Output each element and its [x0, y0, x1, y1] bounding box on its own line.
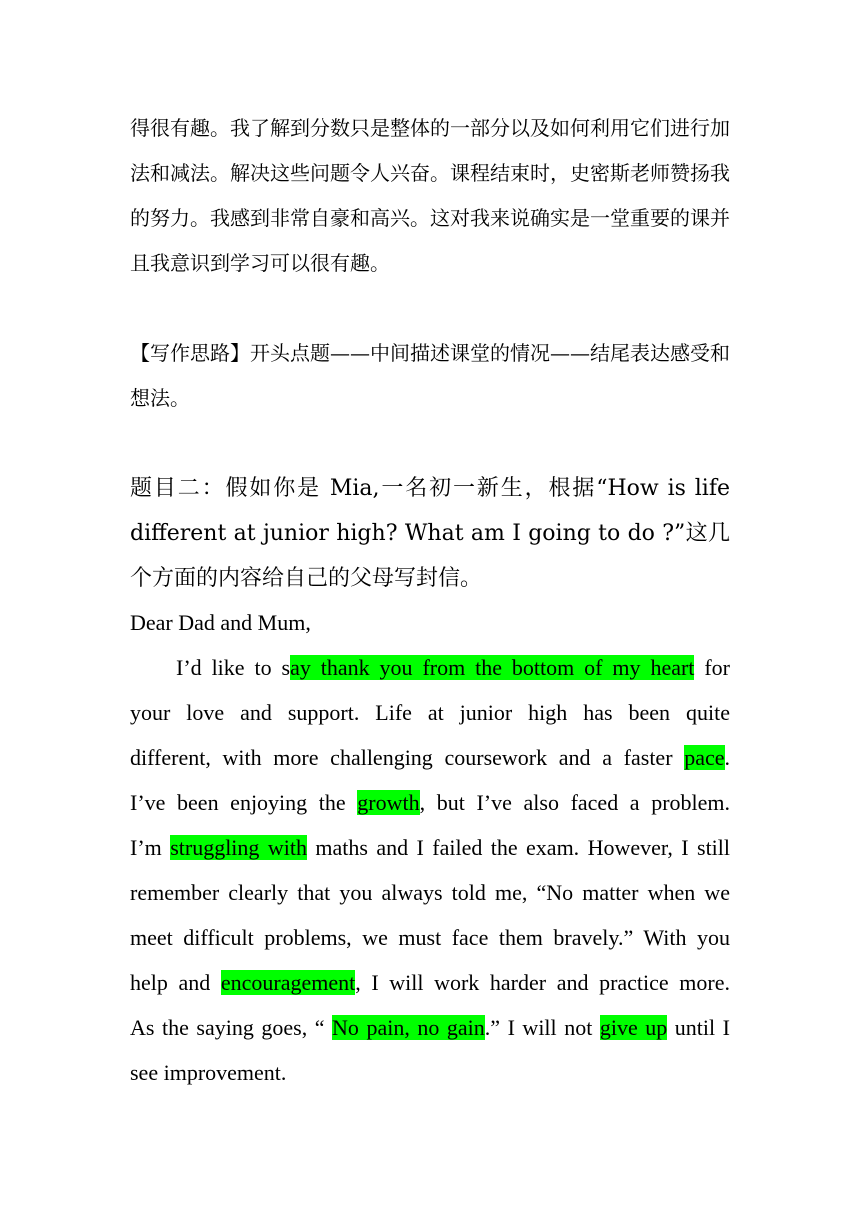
highlighted-phrase: growth	[357, 790, 420, 815]
text-run: .” I will not	[484, 1015, 600, 1040]
intro-paragraph: 得很有趣。我了解到分数只是整体的一部分以及如何利用它们进行加法和减法。解决这些问题令人兴奋。课程结束时，史密斯老师赞扬我的努力。我感到非常自豪和高兴。这对我来说确实是一堂重要的课并且我意识到学习可以很有趣。	[130, 116, 730, 275]
text-run: I’ve been enjoying the	[130, 790, 358, 815]
letter-line-9	[130, 1005, 730, 1050]
text-run: for	[694, 655, 730, 680]
letter-line-10: see improvement.	[130, 1060, 287, 1085]
highlighted-phrase: struggling with	[170, 835, 307, 860]
letter-line-8	[130, 960, 730, 1005]
text-run: until I	[667, 1015, 730, 1040]
text-run: help and	[130, 970, 221, 995]
highlighted-phrase: encouragement	[220, 970, 356, 995]
letter-line-3	[130, 735, 730, 780]
letter-line-6: remember clearly that you always told me, “No matter when we	[130, 880, 730, 905]
letter-line-2: your love and support. Life at junior high has been quite	[130, 700, 730, 725]
text-run: As the saying goes, “	[130, 1015, 333, 1040]
letter-line-5	[130, 825, 730, 870]
text-run: maths and I failed the exam. However, I still	[306, 835, 731, 860]
text-run: , I will work harder and practice more.	[355, 970, 730, 995]
letter-line-4	[130, 780, 730, 825]
letter-line-7: meet difficult problems, we must face them bravely.” With you	[130, 925, 730, 950]
highlighted-phrase: No pain, no gain	[332, 1015, 485, 1040]
text-run: I’m	[130, 835, 171, 860]
highlighted-phrase: give up	[599, 1015, 668, 1040]
writing-idea: 【写作思路】开头点题——中间描述课堂的情况——结尾表达感受和想法。	[130, 341, 730, 410]
text-run: different, with more challenging coursework and a faster	[130, 745, 685, 770]
text-run: , but I’ve also faced a problem.	[419, 790, 731, 815]
prompt-two: 题目二：假如你是 Mia,一名初一新生，根据“How is life different at junior high? What am I going to do ?”这几个方面的内容给自己的父母写封信。	[130, 476, 730, 591]
letter-line-1	[130, 645, 730, 690]
text-run: I’d like to s	[176, 655, 291, 680]
highlighted-phrase: pace	[684, 745, 725, 770]
letter-greeting: Dear Dad and Mum,	[130, 610, 311, 635]
text-run: .	[724, 745, 730, 770]
highlighted-phrase: ay thank you from the bottom of my heart	[290, 655, 695, 680]
